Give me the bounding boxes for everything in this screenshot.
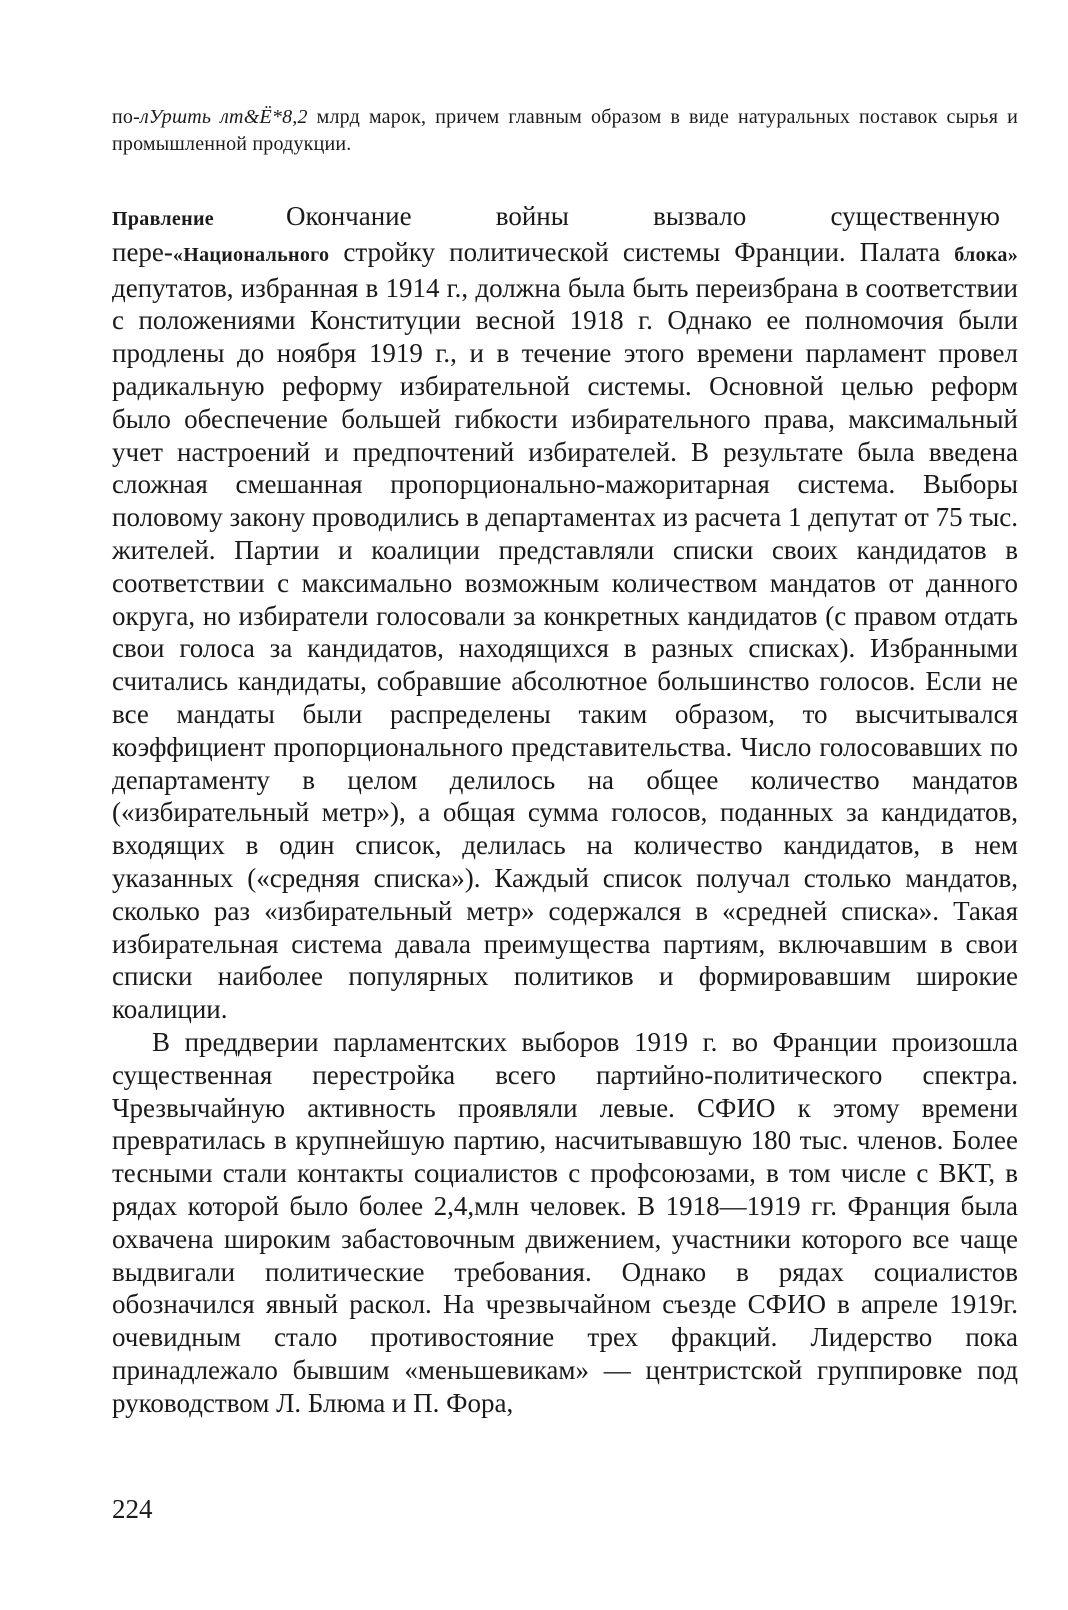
intro-paragraph (112, 104, 1018, 158)
paragraph-1-line-2a: пере- (112, 236, 173, 267)
paragraph-1-line-1: Окончание войны вызвало существенную (285, 201, 1000, 231)
intro-prefix: по- (112, 106, 140, 128)
margin-heading-word-2: «Национального (172, 243, 330, 266)
paragraph-electoral-reform (112, 200, 1018, 1026)
margin-heading-word-3: блока» (954, 243, 1018, 266)
margin-heading-word-1: Правление (112, 208, 214, 230)
page-number: 224 (112, 1494, 153, 1524)
intro-garbled-text: лУршть лт&Ё*8,2 (139, 106, 308, 128)
paragraph-pre-election: В преддверии парламентских выборов 1919 г. во Франции произошла существенная перестройка всего партийно-политического спектра. Чрезвычайную активность проявляли левые. СФИО к этому времени превратилась в крупнейшую партию, насчитывавшую 180 тыс. членов. Более тесными стали контакты социалистов с профсоюзами, в том числе с ВКТ, в рядах которой было более 2,4,млн человек. В 1918—1919 гг. Франция была охвачена широким забастовочным движением, участники которого все чаще выдвигали политические требования. Однако в рядах социалистов обозначился явный раскол. На чрезвычайном съезде СФИО в апреле 1919г. очевидным стало противостояние трех фракций. Лидерство пока принадлежало бывшим «меньшевикам» — центристской группировке под руководством Л. Блюма и П. Фора, (112, 1026, 1018, 1418)
paragraph-1-body: депутатов, избранная в 1914 г., должна была быть переизбрана в соответствии с положениями Конституции весной 1918 г. Однако ее полномочия были продлены до ноября 1919 г., и в течение этого времени парламент провел радикальную реформу избирательной системы. Основной целью реформ было обеспечение большей гибкости избирательного права, максимальный учет настроений и предпочтений избирателей. В результате была введена сложная смешанная пропорционально-мажоритарная система. Выборы половому закону проводились в департаментах из расчета 1 депутат от 75 тыс. жителей. Партии и коалиции представляли списки своих кандидатов в соответствии с максимально возможным количеством мандатов от данного округа, но избиратели голосовали за конкретных кандидатов (с правом отдать свои голоса за кандидатов, находящихся в разных списках). Избранными считались кандидаты, собравшие абсолютное большинство голосов. Если не все мандаты были распределены таким образом, то высчитывался коэффициент пропорционального представительства. Число голосовавших по департаменту в целом делилось на общее количество мандатов («избирательный метр»), а общая сумма голосов, поданных за кандидатов, входящих в один список, делилась на количество кандидатов, в нем указанных («средняя списка»). Каждый список получал столько мандатов, сколько раз «избирательный метр» содержался в «средней списка». Такая избирательная система давала преимущества партиям, включавшим в свои списки наиболее популярных политиков и формировавшим широкие коалиции. (112, 272, 1018, 1025)
main-text (112, 200, 1018, 1419)
paragraph-1-line-2b: стройку политической системы Франции. Палата (329, 236, 955, 267)
intro-rest: млрд марок, причем главным образом в виде натуральных поставок сырья и промышленной продукции. (112, 106, 1018, 155)
